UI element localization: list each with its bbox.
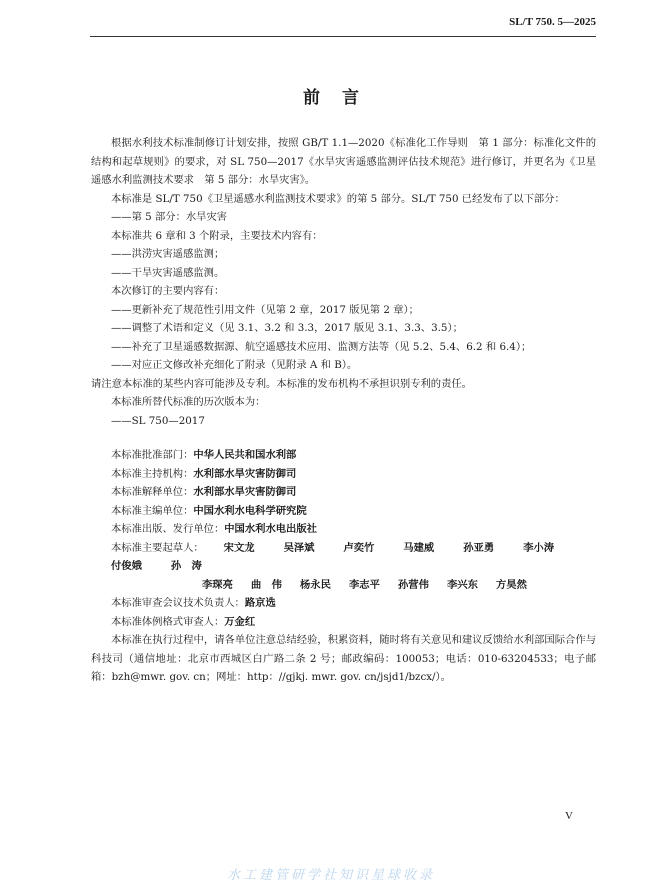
drafter-name: 卢奕竹 [343, 541, 375, 554]
feedback-paragraph: 本标准在执行过程中，请各单位注意总结经验，积累资料，随时将有关意见和建议反馈给水利部国际合作与科技司（通信地址：北京市西城区白广路二条 2 号；邮政编码：100053；电话：010-63204533；电子邮箱：bzh@mwr. gov. cn；网址：http：//gjkj. mwr. gov. cn/jsjd1/bzcx/）。 [91, 634, 596, 683]
format-line [91, 613, 596, 632]
page-number: V [565, 810, 573, 822]
paragraph-part-info: 本标准是 SL/T 750《卫星遥感水利监测技术要求》的第 5 部分。SL/T 750 已经发布了以下部分： [111, 192, 565, 205]
format-value: 万金红 [224, 615, 256, 628]
paragraph-changes-intro: 本次修订的主要内容有： [111, 285, 225, 297]
drafter-name: 马建威 [403, 541, 435, 554]
approval-line [91, 446, 596, 465]
drafter-name: 孙亚勇 [463, 541, 495, 554]
approval-value: 中华人民共和国水利部 [193, 449, 297, 461]
drafter-name: 吴泽斌 [283, 541, 315, 554]
review-line [91, 594, 596, 613]
editor-value: 中国水利水电科学研究院 [193, 504, 307, 517]
drafter-name: 杨永民 [300, 578, 331, 591]
list-item-drought: ——干旱灾害遥感监测。 [111, 266, 225, 279]
list-item-change-terms: ——调整了术语和定义（见 3.1、3.2 和 3.3，2017 版见 3.1、3.3、3.5）； [111, 322, 463, 334]
paragraph-content-intro: 本标准共 6 章和 3 个附录，主要技术内容有： [111, 229, 323, 242]
list-item-flood: ——洪涝灾害遥感监测； [111, 248, 225, 260]
publisher-label: 本标准出版、发行单位： [111, 523, 225, 535]
drafter-name: 李琛亮 [202, 578, 233, 591]
paragraph-patent: 请注意本标准的某些内容可能涉及专利。本标准的发布机构不承担识别专利的责任。 [91, 377, 472, 390]
paragraph-revision-basis: 根据水利技术标准制修订计划安排，按照 GB/T 1.1—2020《标准化工作导则 第 1 部分：标准化文件的结构和起草规则》的要求，对 SL 750—2017《水旱灾害遥感监测评估技术规范》进行修订，并更名为《卫星遥感水利监测技术要求 第 5 部分：水旱灾害》。 [91, 137, 596, 186]
list-item-history: ——SL 750—2017 [111, 414, 205, 427]
drafter-name: 孙营伟 [398, 578, 429, 591]
drafters-label: 本标准主要起草人： [111, 541, 204, 554]
editor-line [91, 502, 596, 521]
drafter-name: 宋文龙 [223, 541, 255, 554]
approval-label: 本标准批准部门： [111, 449, 194, 461]
standard-code: SL/T 750. 5—2025 [509, 16, 596, 28]
drafters-list-2 [91, 576, 596, 595]
paragraph-history-intro: 本标准所替代标准的历次版本为： [111, 396, 266, 408]
list-item-change-annex: ——对应正文修改补充细化了附录（见附录 A 和 B）。 [111, 359, 358, 371]
editor-label: 本标准主编单位： [111, 504, 194, 517]
document-body [91, 134, 596, 687]
drafter-name: 付俊娥 [111, 560, 142, 572]
list-item-change-refs: ——更新补充了规范性引用文件（见第 2 章，2017 版见第 2 章）； [111, 303, 419, 316]
drafter-name: 孙 涛 [170, 560, 202, 572]
format-label: 本标准体例格式审查人： [111, 615, 225, 628]
publisher-value: 中国水利水电出版社 [224, 523, 317, 535]
watermark-text: 水工建管研学社知识星球收录 [226, 868, 435, 883]
drafter-name: 曲 伟 [251, 578, 282, 591]
publisher-line [91, 520, 596, 539]
interpret-value: 水利部水旱灾害防御司 [193, 486, 297, 498]
host-line [91, 465, 596, 484]
review-value: 路京选 [244, 597, 276, 609]
interpret-line [91, 483, 596, 502]
drafter-name: 李兴东 [447, 578, 478, 591]
drafter-name: 李小涛 [523, 541, 555, 554]
page-title: 前言 [303, 88, 381, 108]
drafters-line [91, 539, 596, 576]
organization-block [91, 446, 596, 631]
host-label: 本标准主持机构： [111, 467, 194, 480]
interpret-label: 本标准解释单位： [111, 486, 194, 498]
drafter-name: 方昊然 [496, 578, 527, 591]
header-rule [90, 36, 596, 37]
drafter-name: 李志平 [349, 578, 380, 591]
review-label: 本标准审查会议技术负责人： [111, 597, 245, 609]
list-item-part5: ——第 5 部分：水旱灾害 [111, 211, 228, 223]
host-value: 水利部水旱灾害防御司 [193, 467, 297, 480]
list-item-change-data: ——补充了卫星遥感数据源、航空遥感技术应用、监测方法等（见 5.2、5.4、6.2 和 6.4）； [111, 340, 532, 353]
